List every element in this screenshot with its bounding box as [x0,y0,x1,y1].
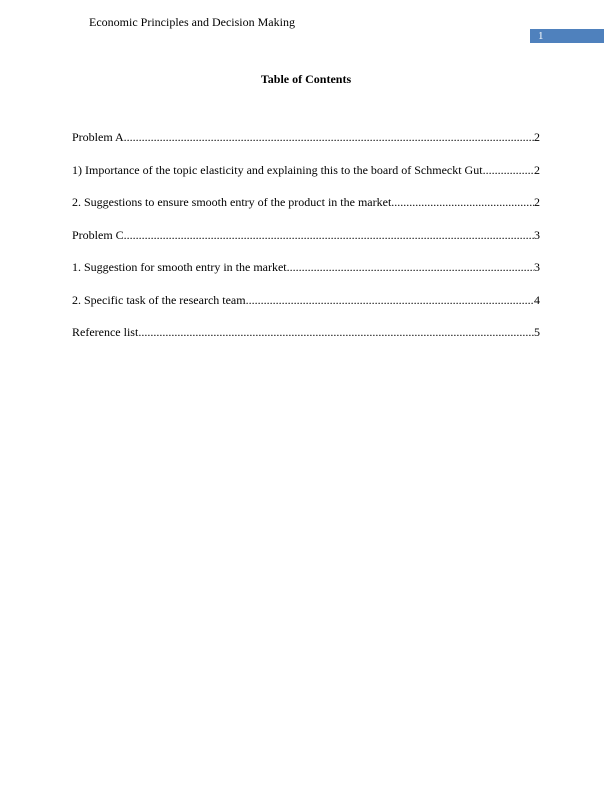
toc-entry-problem-c[interactable] [72,227,540,243]
toc-dot-leader [483,162,534,178]
toc-entry-text: Problem C [72,227,124,242]
toc-list [72,129,540,357]
toc-entry-page: 2 [534,195,540,209]
toc-entry-suggestions-smooth-entry[interactable] [72,194,540,210]
toc-dot-leader [138,324,534,340]
running-header-title: Economic Principles and Decision Making [89,15,295,29]
toc-entry-text: Problem A [72,130,124,144]
toc-entry-problem-a[interactable] [72,129,540,145]
toc-entry-page: 3 [534,227,540,242]
toc-dot-leader [246,292,534,308]
toc-entry-page: 2 [534,130,540,144]
toc-entry-suggestion-market-entry[interactable] [72,259,540,275]
toc-entry-text: 2. Specific task of the research team [72,292,246,307]
toc-entry-text: 1) Importance of the topic elasticity and explaining this to the board of Schmeckt Gut [72,162,483,177]
toc-entry-text: 2. Suggestions to ensure smooth entry of the product in the market [72,195,392,209]
toc-dot-leader [124,227,534,243]
toc-dot-leader [124,129,534,145]
toc-dot-leader [287,259,534,275]
toc-entry-page: 4 [534,292,540,307]
toc-entry-text: Reference list [72,325,139,339]
toc-dot-leader [391,194,534,210]
toc-entry-page: 5 [534,325,540,339]
toc-entry-page: 2 [534,162,540,177]
page-number: 1 [538,30,544,42]
toc-title: Table of Contents [260,72,352,86]
toc-entry-importance-elasticity[interactable] [72,162,540,178]
toc-entry-reference-list[interactable] [72,324,540,340]
page-number-badge [530,29,604,43]
toc-entry-research-team-task[interactable] [72,292,540,308]
toc-entry-page: 3 [534,260,540,274]
toc-entry-text: 1. Suggestion for smooth entry in the market [72,260,287,274]
